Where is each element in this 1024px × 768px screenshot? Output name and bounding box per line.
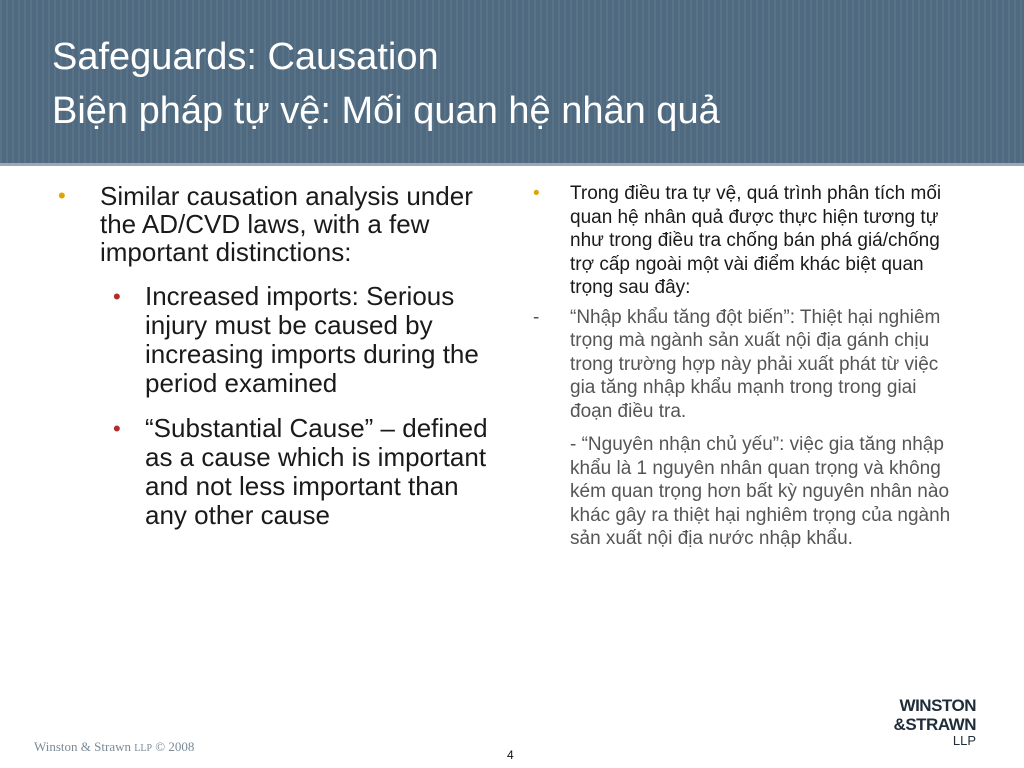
vietnamese-column [533, 182, 963, 551]
page-number: 4 [507, 748, 514, 762]
dash-marker: - [533, 306, 540, 328]
vi-item-text: “Nhập khẩu tăng đột biến”: Thiệt hại nghiêm trọng mà ngành sản xuất nội địa gánh chịu trong trường hợp này phải xuất phát từ việc gia tăng nhập khẩu mạnh trong trong giai đoạn điều tra. [570, 306, 941, 422]
main-bullet-text: Similar causation analysis under the AD/CVD laws, with a few important distinctions: [100, 181, 473, 267]
bullet-icon: • [58, 183, 66, 208]
sub-bullet-text: Increased imports: Serious injury must be caused by increasing imports during the period examined [145, 281, 479, 398]
main-bullet [58, 182, 498, 266]
logo-line-3: LLP [952, 733, 976, 748]
slide-title-vietnamese: Biện pháp tự vệ: Mối quan hệ nhân quả [52, 90, 720, 132]
sub-bullet-text: “Substantial Cause” – defined as a cause which is important and not less important than any other cause [145, 413, 488, 530]
slide-title-english: Safeguards: Causation [52, 36, 439, 78]
footer-year: © 2008 [155, 739, 195, 754]
footer-copyright [34, 739, 194, 755]
logo-line-1: WINSTON [899, 696, 976, 715]
bullet-icon: • [113, 284, 121, 309]
footer-firm: Winston & Strawn [34, 739, 131, 754]
vi-item: - “Nguyên nhận chủ yếu”: việc gia tăng nhập khẩu là 1 nguyên nhân quan trọng và không kém quan trọng hơn bất kỳ nguyên nhân nào khác gây ra thiệt hại nghiêm trọng của ngành sản xuất nội địa nước nhập khẩu. [570, 434, 951, 549]
firm-logo [880, 696, 976, 748]
logo-line-2: &STRAWN [893, 715, 976, 734]
title-banner [0, 0, 1024, 163]
english-column [58, 182, 498, 530]
banner-divider [0, 163, 1024, 166]
vi-main-bullet-text: Trong điều tra tự vệ, quá trình phân tích mối quan hệ nhân quả được thực hiện tương tự như trong điều tra chống bán phá giá/chống trợ cấp ngoài một vài điểm khác biệt quan trọng sau đây: [570, 183, 942, 298]
vi-main-bullet [533, 182, 963, 300]
bullet-icon: • [113, 416, 121, 441]
sub-bullet [58, 282, 498, 398]
vi-item [533, 306, 963, 424]
sub-bullet [58, 414, 498, 530]
bullet-icon: • [533, 183, 540, 204]
footer-llp: LLP [134, 743, 153, 754]
